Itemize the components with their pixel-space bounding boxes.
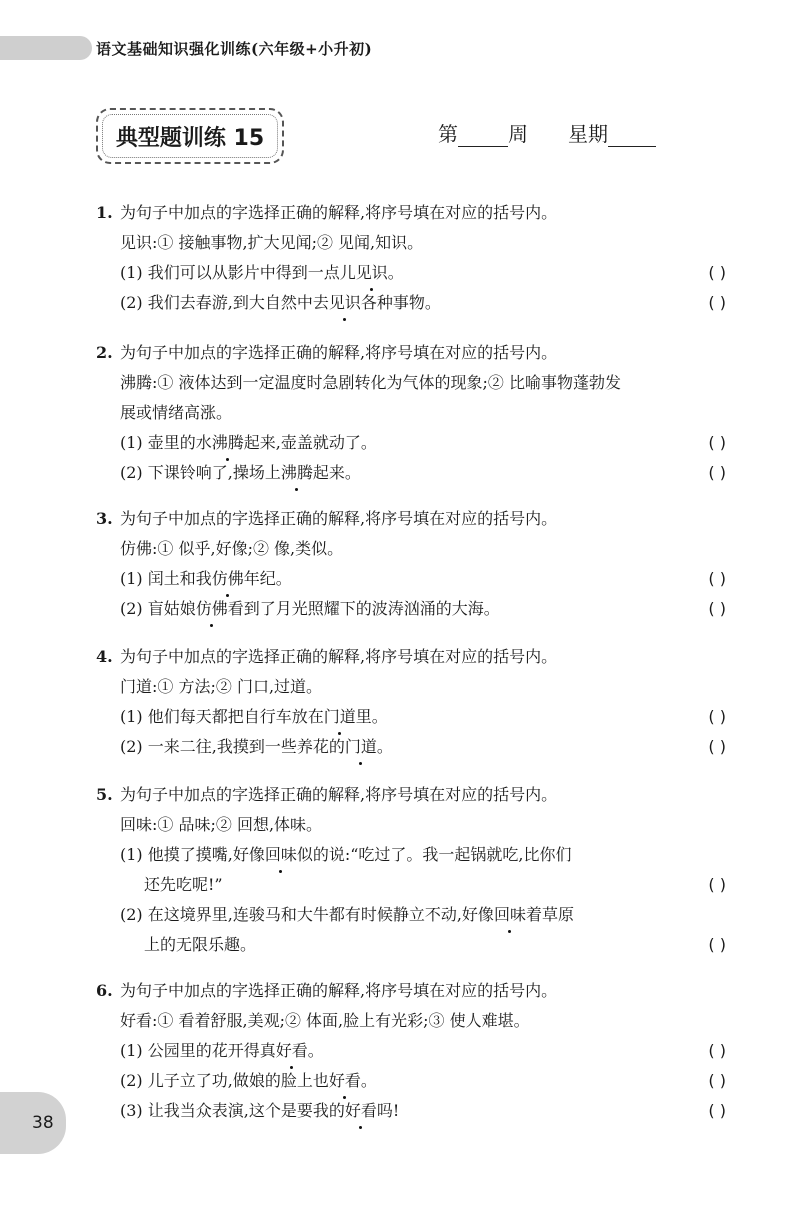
question-prompt: 为句子中加点的字选择正确的解释,将序号填在对应的括号内。 xyxy=(120,785,558,804)
question-number: 6. xyxy=(96,981,113,1000)
dotted-word: 回味 xyxy=(265,840,297,870)
dotted-word: 好看 xyxy=(329,1066,361,1096)
answer-parentheses[interactable]: ( ) xyxy=(708,935,726,954)
dotted-word: 仿佛 xyxy=(212,564,244,594)
question-3 xyxy=(96,504,736,624)
sub-item: (1) 他摸了摸嘴,好像回味似的说:“吃过了。我一起锅就吃,比你们 xyxy=(96,840,736,870)
question-prompt: 为句子中加点的字选择正确的解释,将序号填在对应的括号内。 xyxy=(120,343,558,362)
answer-parentheses[interactable]: ( ) xyxy=(708,875,726,894)
dotted-word: 门道 xyxy=(345,732,377,762)
question-number: 2. xyxy=(96,343,113,362)
answer-parentheses[interactable]: ( ) xyxy=(708,463,726,482)
page-number: 38 xyxy=(32,1113,54,1133)
sub-item: (2) 下课铃响了,操场上沸腾起来。 ( ) xyxy=(96,458,736,488)
answer-parentheses[interactable]: ( ) xyxy=(708,1101,726,1120)
sub-item: (1) 公园里的花开得真好看。 ( ) xyxy=(96,1036,736,1066)
question-prompt: 为句子中加点的字选择正确的解释,将序号填在对应的括号内。 xyxy=(120,981,558,1000)
sub-item: (2) 我们去春游,到大自然中去见识各种事物。 ( ) xyxy=(96,288,736,318)
week-di-label: 第 xyxy=(438,122,458,146)
answer-parentheses[interactable]: ( ) xyxy=(708,293,726,312)
dotted-word: 门道 xyxy=(324,702,356,732)
question-number: 4. xyxy=(96,647,113,666)
section-title-box xyxy=(96,108,284,164)
definition: 仿佛:① 似乎,好像;② 像,类似。 xyxy=(120,539,344,558)
sub-item: (1) 闰土和我仿佛年纪。 ( ) xyxy=(96,564,736,594)
question-prompt: 为句子中加点的字选择正确的解释,将序号填在对应的括号内。 xyxy=(120,203,558,222)
definition: 好看:① 看着舒服,美观;② 体面,脸上有光彩;③ 使人难堪。 xyxy=(120,1011,530,1030)
sub-item: (2) 盲姑娘仿佛看到了月光照耀下的波涛汹涌的大海。 ( ) xyxy=(96,594,736,624)
week-line xyxy=(438,118,656,147)
question-5 xyxy=(96,780,736,960)
sub-item-cont: 上的无限乐趣。 ( ) xyxy=(96,930,736,960)
sub-item: (2) 儿子立了功,做娘的脸上也好看。 ( ) xyxy=(96,1066,736,1096)
sub-item: (1) 我们可以从影片中得到一点儿见识。 ( ) xyxy=(96,258,736,288)
sub-item-cont: 还先吃呢!” ( ) xyxy=(96,870,736,900)
question-prompt: 为句子中加点的字选择正确的解释,将序号填在对应的括号内。 xyxy=(120,647,558,666)
answer-parentheses[interactable]: ( ) xyxy=(708,263,726,282)
weekday-label: 星期 xyxy=(568,122,608,146)
dotted-word: 好看 xyxy=(345,1096,377,1126)
answer-parentheses[interactable]: ( ) xyxy=(708,737,726,756)
week-blank[interactable] xyxy=(458,126,508,147)
definition-cont: 展或情绪高涨。 xyxy=(120,403,233,422)
dotted-word: 好看 xyxy=(276,1036,308,1066)
answer-parentheses[interactable]: ( ) xyxy=(708,569,726,588)
sub-item: (3) 让我当众表演,这个是要我的好看吗! ( ) xyxy=(96,1096,736,1126)
question-4 xyxy=(96,642,736,762)
dotted-word: 回味 xyxy=(494,900,526,930)
dotted-word: 沸腾 xyxy=(212,428,244,458)
definition: 门道:① 方法;② 门口,过道。 xyxy=(120,677,323,696)
question-6 xyxy=(96,976,736,1126)
week-zhou-label: 周 xyxy=(508,122,528,146)
answer-parentheses[interactable]: ( ) xyxy=(708,1071,726,1090)
question-prompt: 为句子中加点的字选择正确的解释,将序号填在对应的括号内。 xyxy=(120,509,558,528)
definition: 沸腾:① 液体达到一定温度时急剧转化为气体的现象;② 比喻事物蓬勃发 xyxy=(120,373,621,392)
dotted-word: 见识 xyxy=(329,288,361,318)
question-number: 3. xyxy=(96,509,113,528)
weekday-blank[interactable] xyxy=(608,126,656,147)
question-number: 5. xyxy=(96,785,113,804)
dotted-word: 仿佛 xyxy=(196,594,228,624)
question-1 xyxy=(96,198,736,318)
answer-parentheses[interactable]: ( ) xyxy=(708,433,726,452)
book-title: 语文基础知识强化训练(六年级+小升初) xyxy=(96,40,373,58)
answer-parentheses[interactable]: ( ) xyxy=(708,1041,726,1060)
definition: 见识:① 接触事物,扩大见闻;② 见闻,知识。 xyxy=(120,233,424,252)
header-bar xyxy=(0,36,92,60)
definition: 回味:① 品味;② 回想,体味。 xyxy=(120,815,323,834)
answer-parentheses[interactable]: ( ) xyxy=(708,599,726,618)
section-title: 典型题训练 15 xyxy=(102,114,278,158)
dotted-word: 沸腾 xyxy=(281,458,313,488)
question-2 xyxy=(96,338,736,488)
page-number-tab xyxy=(0,1092,66,1154)
sub-item: (1) 他们每天都把自行车放在门道里。 ( ) xyxy=(96,702,736,732)
answer-parentheses[interactable]: ( ) xyxy=(708,707,726,726)
question-number: 1. xyxy=(96,203,113,222)
sub-item: (2) 在这境界里,连骏马和大牛都有时候静立不动,好像回味着草原 xyxy=(96,900,736,930)
sub-item: (2) 一来二往,我摸到一些养花的门道。 ( ) xyxy=(96,732,736,762)
sub-item: (1) 壶里的水沸腾起来,壶盖就动了。 ( ) xyxy=(96,428,736,458)
dotted-word: 见识 xyxy=(356,258,388,288)
